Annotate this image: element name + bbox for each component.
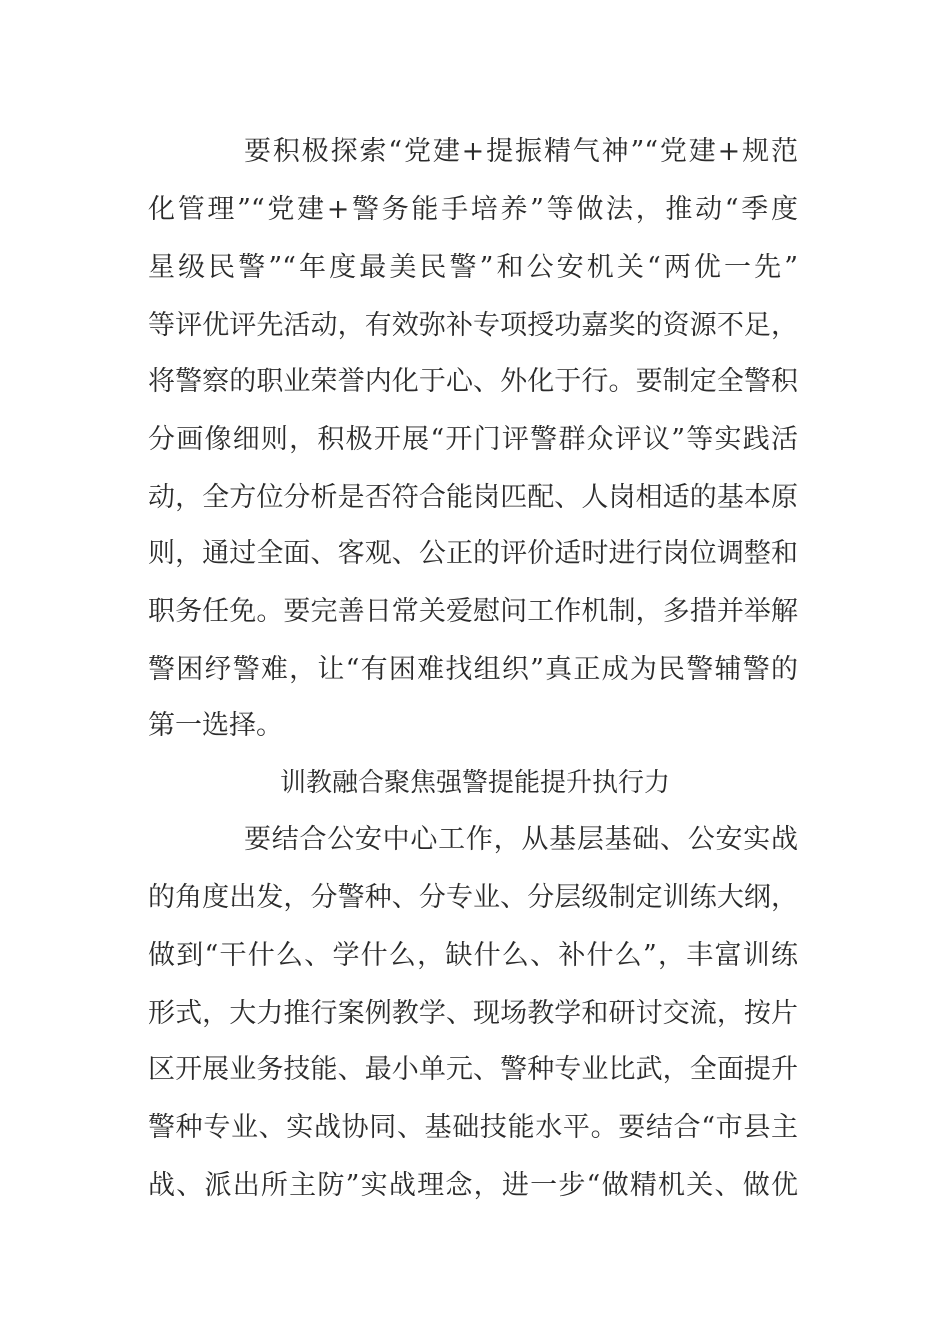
paragraph-line: 形式，大力推行案例教学、现场教学和研讨交流，按片 [148, 998, 798, 1029]
paragraph-line: 警种专业、实战协同、基础技能水平。要结合“市县主 [148, 1112, 798, 1143]
paragraph-line: 要结合公安中心工作，从基层基础、公安实战 [244, 824, 798, 855]
paragraph-line: 则，通过全面、客观、公正的评价适时进行岗位调整和 [148, 538, 798, 569]
paragraph-line: 职务任免。要完善日常关爱慰问工作机制，多措并举解 [148, 596, 798, 627]
paragraph-line: 的角度出发，分警种、分专业、分层级制定训练大纲， [148, 882, 798, 913]
paragraph-line: 要积极探索“党建+提振精气神”“党建+规范 [244, 136, 798, 167]
paragraph-line: 第一选择。 [148, 710, 283, 741]
paragraph-line: 化管理”“党建+警务能手培养”等做法，推动“季度 [148, 194, 798, 225]
paragraph-line: 区开展业务技能、最小单元、警种专业比武，全面提升 [148, 1054, 798, 1085]
paragraph-line: 将警察的职业荣誉内化于心、外化于行。要制定全警积 [148, 366, 798, 397]
paragraph-line: 战、派出所主防”实战理念，进一步“做精机关、做优 [148, 1170, 798, 1201]
paragraph-line: 等评优评先活动，有效弥补专项授功嘉奖的资源不足， [148, 310, 798, 341]
paragraph-line: 星级民警”“年度最美民警”和公安机关“两优一先” [148, 252, 798, 283]
paragraph-line: 警困纾警难，让“有困难找组织”真正成为民警辅警的 [148, 654, 798, 685]
paragraph-line: 分画像细则，积极开展“开门评警群众评议”等实践活 [148, 424, 798, 455]
section-heading: 训教融合聚焦强警提能提升执行力 [279, 768, 670, 798]
paragraph-line: 动，全方位分析是否符合能岗匹配、人岗相适的基本原 [148, 482, 798, 513]
paragraph-line: 做到“干什么、学什么，缺什么、补什么”，丰富训练 [148, 940, 798, 971]
